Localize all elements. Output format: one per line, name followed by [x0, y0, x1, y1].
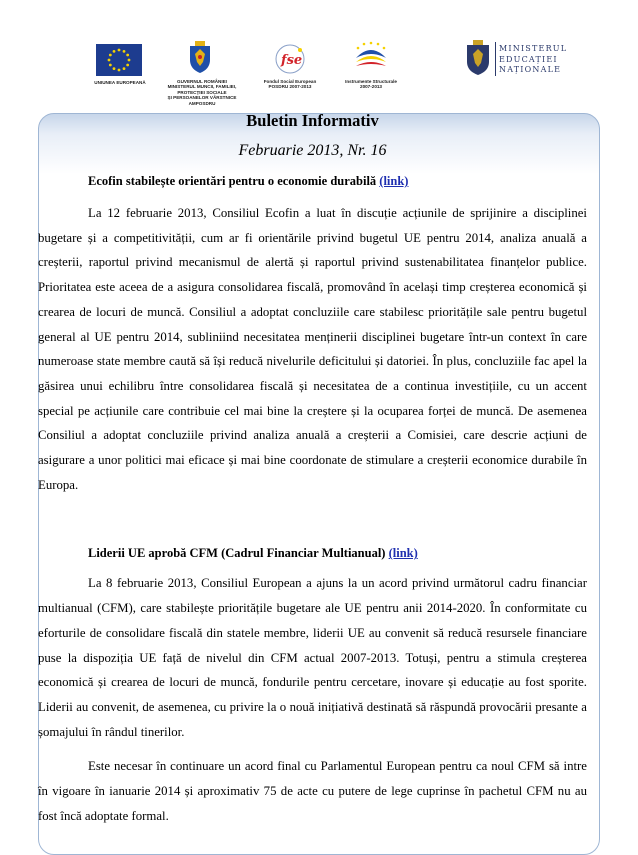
eu-star-icon	[123, 67, 126, 70]
ministry-emblem-logo	[464, 40, 492, 76]
ministry-name: MINISTERUL EDUCAȚIEI NAȚIONALE	[499, 44, 568, 74]
eu-caption: UNIUNEA EUROPEANĂ	[94, 80, 146, 85]
eu-star-icon	[123, 50, 126, 53]
ministry-divider	[495, 42, 496, 76]
eu-star-icon	[109, 54, 112, 57]
fse-caption: Fondul Social European POSDRU 2007-2013	[263, 79, 317, 90]
logo-header	[0, 0, 638, 118]
bulletin-content	[38, 111, 587, 828]
eu-star-icon	[126, 54, 129, 57]
article-link[interactable]: (link)	[388, 546, 418, 561]
eu-star-icon	[126, 64, 129, 67]
coat-of-arms-logo	[186, 40, 214, 74]
article-paragraph: Este necesar în continuare un acord final cu Parlamentul European pentru ca noul CFM să intre în vigoare în ianuarie 2014 și aproximativ 75 de acte cu putere de lege cuprinse în pachetul CFM nu au fost încă adoptate formal.	[38, 759, 587, 823]
article-heading: Ecofin stabilește orientări pentru o economie durabilă (link)	[88, 174, 409, 188]
eu-star-icon	[113, 50, 116, 53]
article-ecofin	[38, 173, 587, 497]
eu-star-icon	[118, 69, 121, 72]
article-cfm	[38, 545, 587, 828]
eu-star-icon	[108, 59, 111, 62]
eu-star-icon	[128, 59, 131, 62]
article-link[interactable]: (link)	[379, 174, 409, 188]
article-paragraph: La 8 februarie 2013, Consiliul European a ajuns la un acord privind următorul cadru financiar multianual (CFM), care stabilește prioritățile bugetare ale UE pentru anii 2014-2020. În conformitate cu eforturile de consolidare fiscală din statele membre, liderii UE au convenit să reducă resursele financiare puse la dispoziția UE față de nivelul din CFM actual 2007-2013. Totuși, pentru a stimula creșterea economică și crearea de locuri de muncă, fondurile pentru cercetare, inovare și educație au fost sporite. Liderii au convenit, de asemenea, cu privire la o nouă inițiativă destinată să răspundă provocării presante a șomajului în rândul tinerilor.	[38, 576, 587, 739]
article-paragraph: La 12 februarie 2013, Consiliul Ecofin a luat în discuție acțiunile de sprijinire a disciplinei bugetare și a competitivității, cum ar fi orientările privind bugetul UE pentru 2014, analiza anuală a creșterii, raportul privind mecanismul de alertă și raportul privind sustenabilitatea finanțelor publice. Prioritatea este aceea de a asigura consolidarea fiscală, promovând în același timp creșterea economică și crearea de locuri de muncă. Consiliul a adoptat concluziile care stabilesc prioritățile sale pentru bugetul general al UE pentru 2014, subliniind necesitatea menținerii disciplinei bugetare într-un context în care numeroase state membre caută să își reducă nivelurile deficitului și datoriei. În plus, concluziile fac apel la găsirea unui echilibru între consolidarea fiscală și necesitatea de a continua investițiile, cu un accent special pe acțiunile care contribuie cel mai bine la creștere și la ocuparea forței de muncă. De asemenea Consiliul a adoptat concluziile privind analiza anuală a creșterii a Comisiei, care descrie acțiuni de asigurare a unor politici mai eficace și mai bine coordonate de stimulare a creșterii economice durabile în Europa.	[38, 206, 587, 492]
eu-flag-logo	[96, 44, 142, 76]
government-caption: GUVERNUL ROMÂNIEI MINISTERUL MUNCII, FAMILIEI, PROTECȚIEI SOCIALE ȘI PERSOANELOR VÂRSTNICE AMPOSDRU	[167, 79, 237, 106]
structural-instruments-caption: Instrumente Structurale 2007-2013	[345, 79, 397, 90]
eu-star-icon	[109, 64, 112, 67]
fse-logo	[270, 42, 310, 76]
svg-text:fse: fse	[281, 53, 303, 68]
structural-instruments-logo	[350, 40, 392, 76]
bulletin-subtitle: Februarie 2013, Nr. 16	[238, 142, 387, 159]
bulletin-title: Buletin Informativ	[246, 111, 379, 130]
eu-star-icon	[113, 67, 116, 70]
eu-star-icon	[118, 49, 121, 52]
article-heading: Liderii UE aprobă CFM (Cadrul Financiar Multianual) (link)	[88, 546, 418, 561]
